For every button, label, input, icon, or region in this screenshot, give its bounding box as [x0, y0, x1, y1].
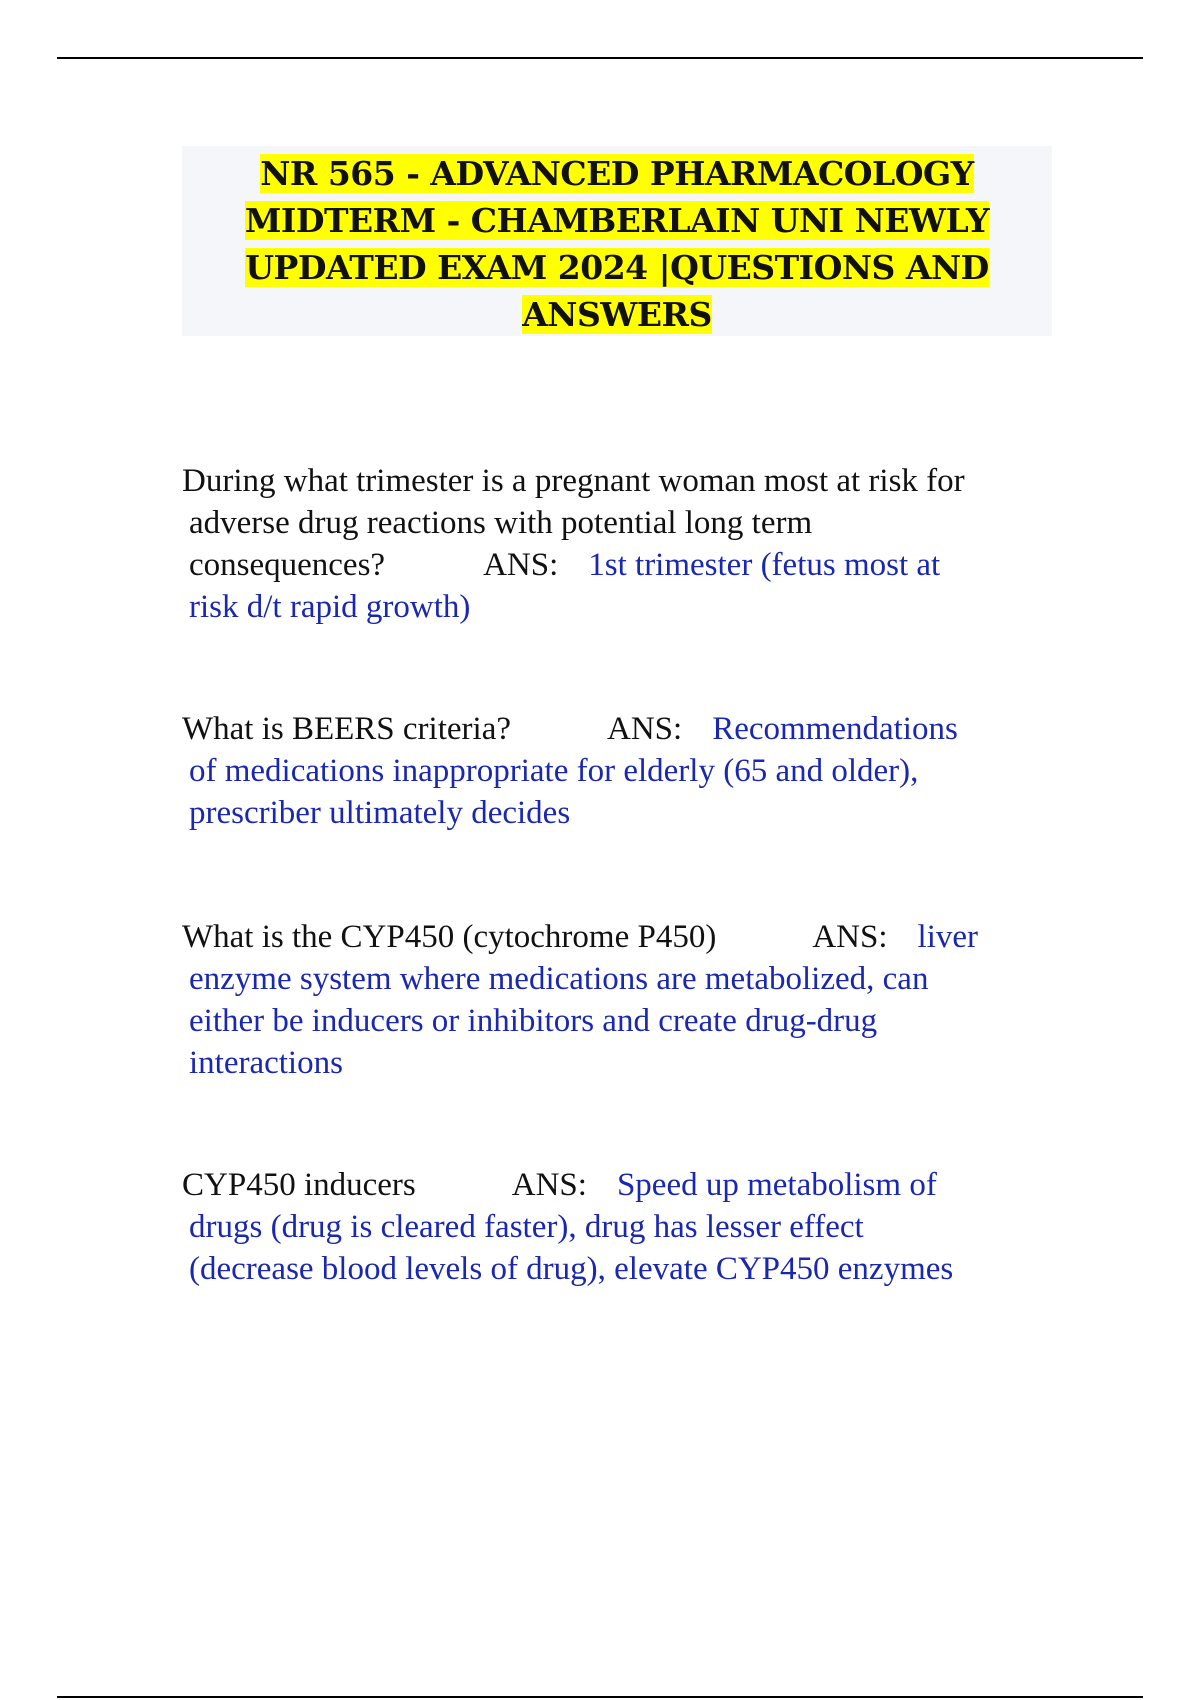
ans-label: ANS: — [607, 711, 683, 747]
bottom-divider — [57, 1696, 1143, 1698]
answer-text: prescriber ultimately decides — [189, 795, 571, 831]
answer-text: enzyme system where medications are metabolized, can — [189, 961, 929, 997]
top-divider — [57, 57, 1143, 59]
answer-text: risk d/t rapid growth) — [189, 589, 471, 625]
ans-label: ANS: — [511, 1167, 587, 1203]
answer-text: drugs (drug is cleared faster), drug has lesser effect — [189, 1209, 864, 1245]
qa-item — [182, 460, 1062, 628]
question-text: What is the CYP450 (cytochrome P450) — [182, 919, 717, 955]
question-text: consequences? — [189, 547, 386, 583]
title-line: NR 565 - ADVANCED PHARMACOLOGY — [260, 154, 974, 193]
qa-item — [182, 1164, 1062, 1290]
question-text: What is BEERS criteria? — [182, 711, 511, 747]
document-title — [182, 150, 1052, 338]
answer-text: either be inducers or inhibitors and create drug-drug — [189, 1003, 878, 1039]
answer-text: Recommendations — [712, 711, 958, 747]
ans-label: ANS: — [812, 919, 888, 955]
question-text: CYP450 inducers — [182, 1167, 416, 1203]
answer-text: interactions — [189, 1045, 343, 1081]
question-text: During what trimester is a pregnant woman most at risk for — [182, 463, 965, 499]
answer-text: 1st trimester (fetus most at — [588, 547, 941, 583]
title-line: UPDATED EXAM 2024 |QUESTIONS AND — [245, 248, 989, 287]
document-title-block — [182, 146, 1052, 336]
answer-text: Speed up metabolism of — [616, 1167, 937, 1203]
answer-text: (decrease blood levels of drug), elevate CYP450 enzymes — [189, 1251, 954, 1287]
ans-label: ANS: — [483, 547, 559, 583]
answer-text: of medications inappropriate for elderly (65 and older), — [189, 753, 919, 789]
title-line: ANSWERS — [522, 295, 712, 334]
title-line: MIDTERM - CHAMBERLAIN UNI NEWLY — [244, 201, 990, 240]
qa-item — [182, 916, 1062, 1084]
qa-item — [182, 708, 1062, 834]
question-text: adverse drug reactions with potential long term — [189, 505, 813, 541]
answer-text: liver — [917, 919, 979, 955]
